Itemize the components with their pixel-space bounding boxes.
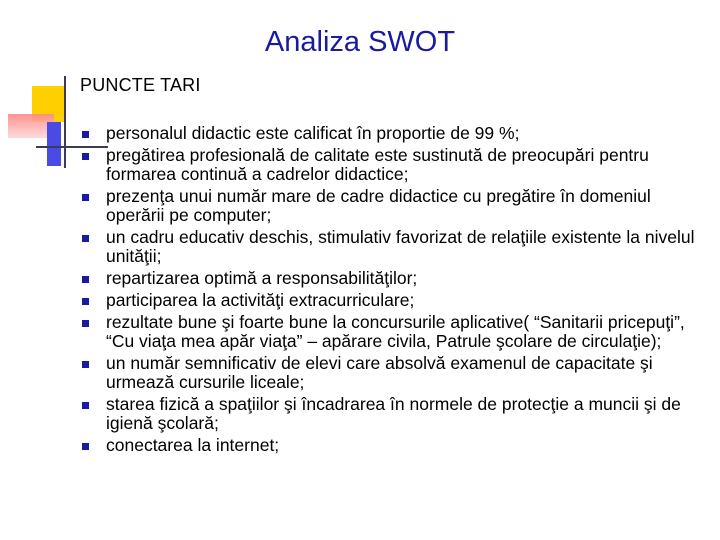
- decorative-vertical-line: [64, 76, 66, 168]
- square-bullet-icon: [82, 402, 89, 409]
- square-bullet-icon: [82, 194, 89, 201]
- list-item: [82, 291, 702, 310]
- page-title: Analiza SWOT: [264, 26, 456, 58]
- list-item-text: un număr semnificativ de elevi care absolvă examenul de capacitate şi urmează cursurile liceale;: [106, 353, 653, 392]
- strengths-list: [82, 124, 702, 458]
- list-item: [82, 269, 702, 288]
- list-item: [82, 354, 702, 392]
- square-bullet-icon: [82, 235, 89, 242]
- list-item: [82, 228, 702, 266]
- list-item-text: un cadru educativ deschis, stimulativ favorizat de relaţiile existente la nivelul unităţii;: [106, 227, 695, 266]
- section-heading: PUNCTE TARI: [80, 75, 201, 95]
- list-item: [82, 313, 702, 351]
- list-item: [82, 395, 702, 433]
- list-item-text: starea fizică a spaţiilor şi încadrarea în normele de protecţie a muncii şi de igienă şcolară;: [106, 394, 681, 433]
- square-bullet-icon: [82, 443, 89, 450]
- square-bullet-icon: [82, 153, 89, 160]
- list-item: [82, 146, 702, 184]
- list-item-text: personalul didactic este calificat în proportie de 99 %;: [106, 123, 520, 143]
- list-item-text: rezultate bune şi foarte bune la concursurile aplicative( “Sanitarii pricepuţi”, “Cu viaţa mea apăr viaţa” – apărare civila, Patrule şcolare de circulaţie);: [106, 312, 685, 351]
- square-bullet-icon: [82, 320, 89, 327]
- square-bullet-icon: [82, 131, 89, 138]
- list-item-text: conectarea la internet;: [106, 435, 280, 455]
- list-item-text: prezenţa unui număr mare de cadre didactice cu pregătire în domeniul operării pe computer;: [106, 186, 651, 225]
- list-item: [82, 436, 702, 455]
- square-bullet-icon: [82, 361, 89, 368]
- list-item: [82, 187, 702, 225]
- square-bullet-icon: [82, 298, 89, 305]
- list-item-text: participarea la activităţi extracurriculare;: [106, 290, 415, 310]
- list-item: [82, 124, 702, 143]
- list-item-text: pregătirea profesională de calitate este sustinută de preocupări pentru formarea continuă a cadrelor didactice;: [106, 145, 649, 184]
- decorative-blue-square: [47, 122, 61, 166]
- square-bullet-icon: [82, 276, 89, 283]
- list-item-text: repartizarea optimă a responsabilităţilor;: [106, 268, 418, 288]
